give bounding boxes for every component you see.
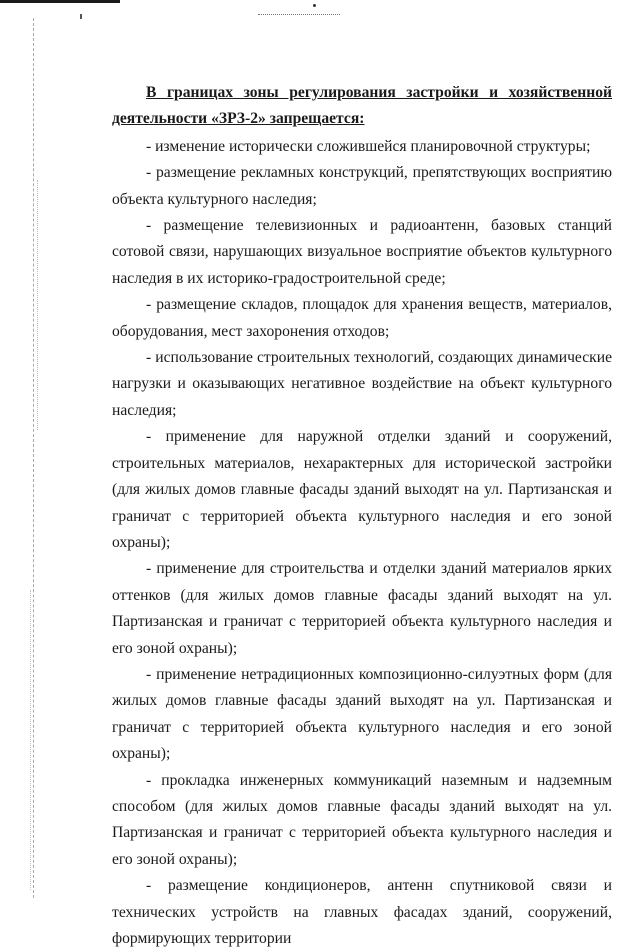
scan-binding-edge bbox=[33, 18, 34, 898]
scan-artifact-mark bbox=[80, 14, 82, 19]
list-item: - размещение рекламных конструкций, препятствующих восприятию объекта культурного наследия; bbox=[112, 164, 612, 208]
list-item: - использование строительных технологий, создающих динамические нагрузки и оказывающих негативное воздействие на объект культурного наследия; bbox=[112, 349, 612, 419]
scan-edge-line bbox=[0, 0, 120, 3]
list-item: - размещение телевизионных и радиоантенн, базовых станций сотовой связи, нарушающих визуальное восприятие объектов культурного наследия в их историко-градостроительной среде; bbox=[112, 217, 612, 287]
scan-artifact-mark bbox=[313, 4, 316, 7]
list-item: - применение для наружной отделки зданий и сооружений, строительных материалов, нехарактерных для исторической застройки (для жилых домов главные фасады зданий выходят на ул. Партизанская и граничат с территорией объекта культурного наследия и его зоной охраны); bbox=[112, 428, 612, 551]
section-heading: В границах зоны регулирования застройки и хозяйственной деятельности «ЗРЗ-2» запрещается: bbox=[112, 84, 612, 128]
scan-binding-edge bbox=[30, 590, 31, 890]
list-item: - изменение исторически сложившейся планировочной структуры; bbox=[146, 137, 591, 155]
list-item: - применение для строительства и отделки зданий материалов ярких оттенков (для жилых домов главные фасады зданий выходят на ул. Партизанская и граничат с территорией объекта культурного наследия и его зоной охраны); bbox=[112, 560, 612, 657]
document-body bbox=[112, 80, 612, 952]
list-item: - размещение складов, площадок для хранения веществ, материалов, оборудования, мест захоронения отходов; bbox=[112, 296, 612, 340]
scan-binding-edge bbox=[37, 180, 38, 430]
list-item: - применение нетрадиционных композиционно-силуэтных форм (для жилых домов главные фасады зданий выходят на ул. Партизанская и граничат с территорией объекта культурного наследия и его зоной охраны); bbox=[112, 665, 612, 763]
list-item: - размещение кондиционеров, антенн спутниковой связи и технических устройств на главных фасадах зданий, сооружений, формирующих территории bbox=[112, 877, 612, 947]
scan-artifact-dots bbox=[258, 14, 340, 15]
list-item: - прокладка инженерных коммуникаций наземным и надземным способом (для жилых домов главные фасады зданий выходят на ул. Партизанская и граничат с территорией объекта культурного наследия и его зоной охраны); bbox=[112, 771, 612, 868]
